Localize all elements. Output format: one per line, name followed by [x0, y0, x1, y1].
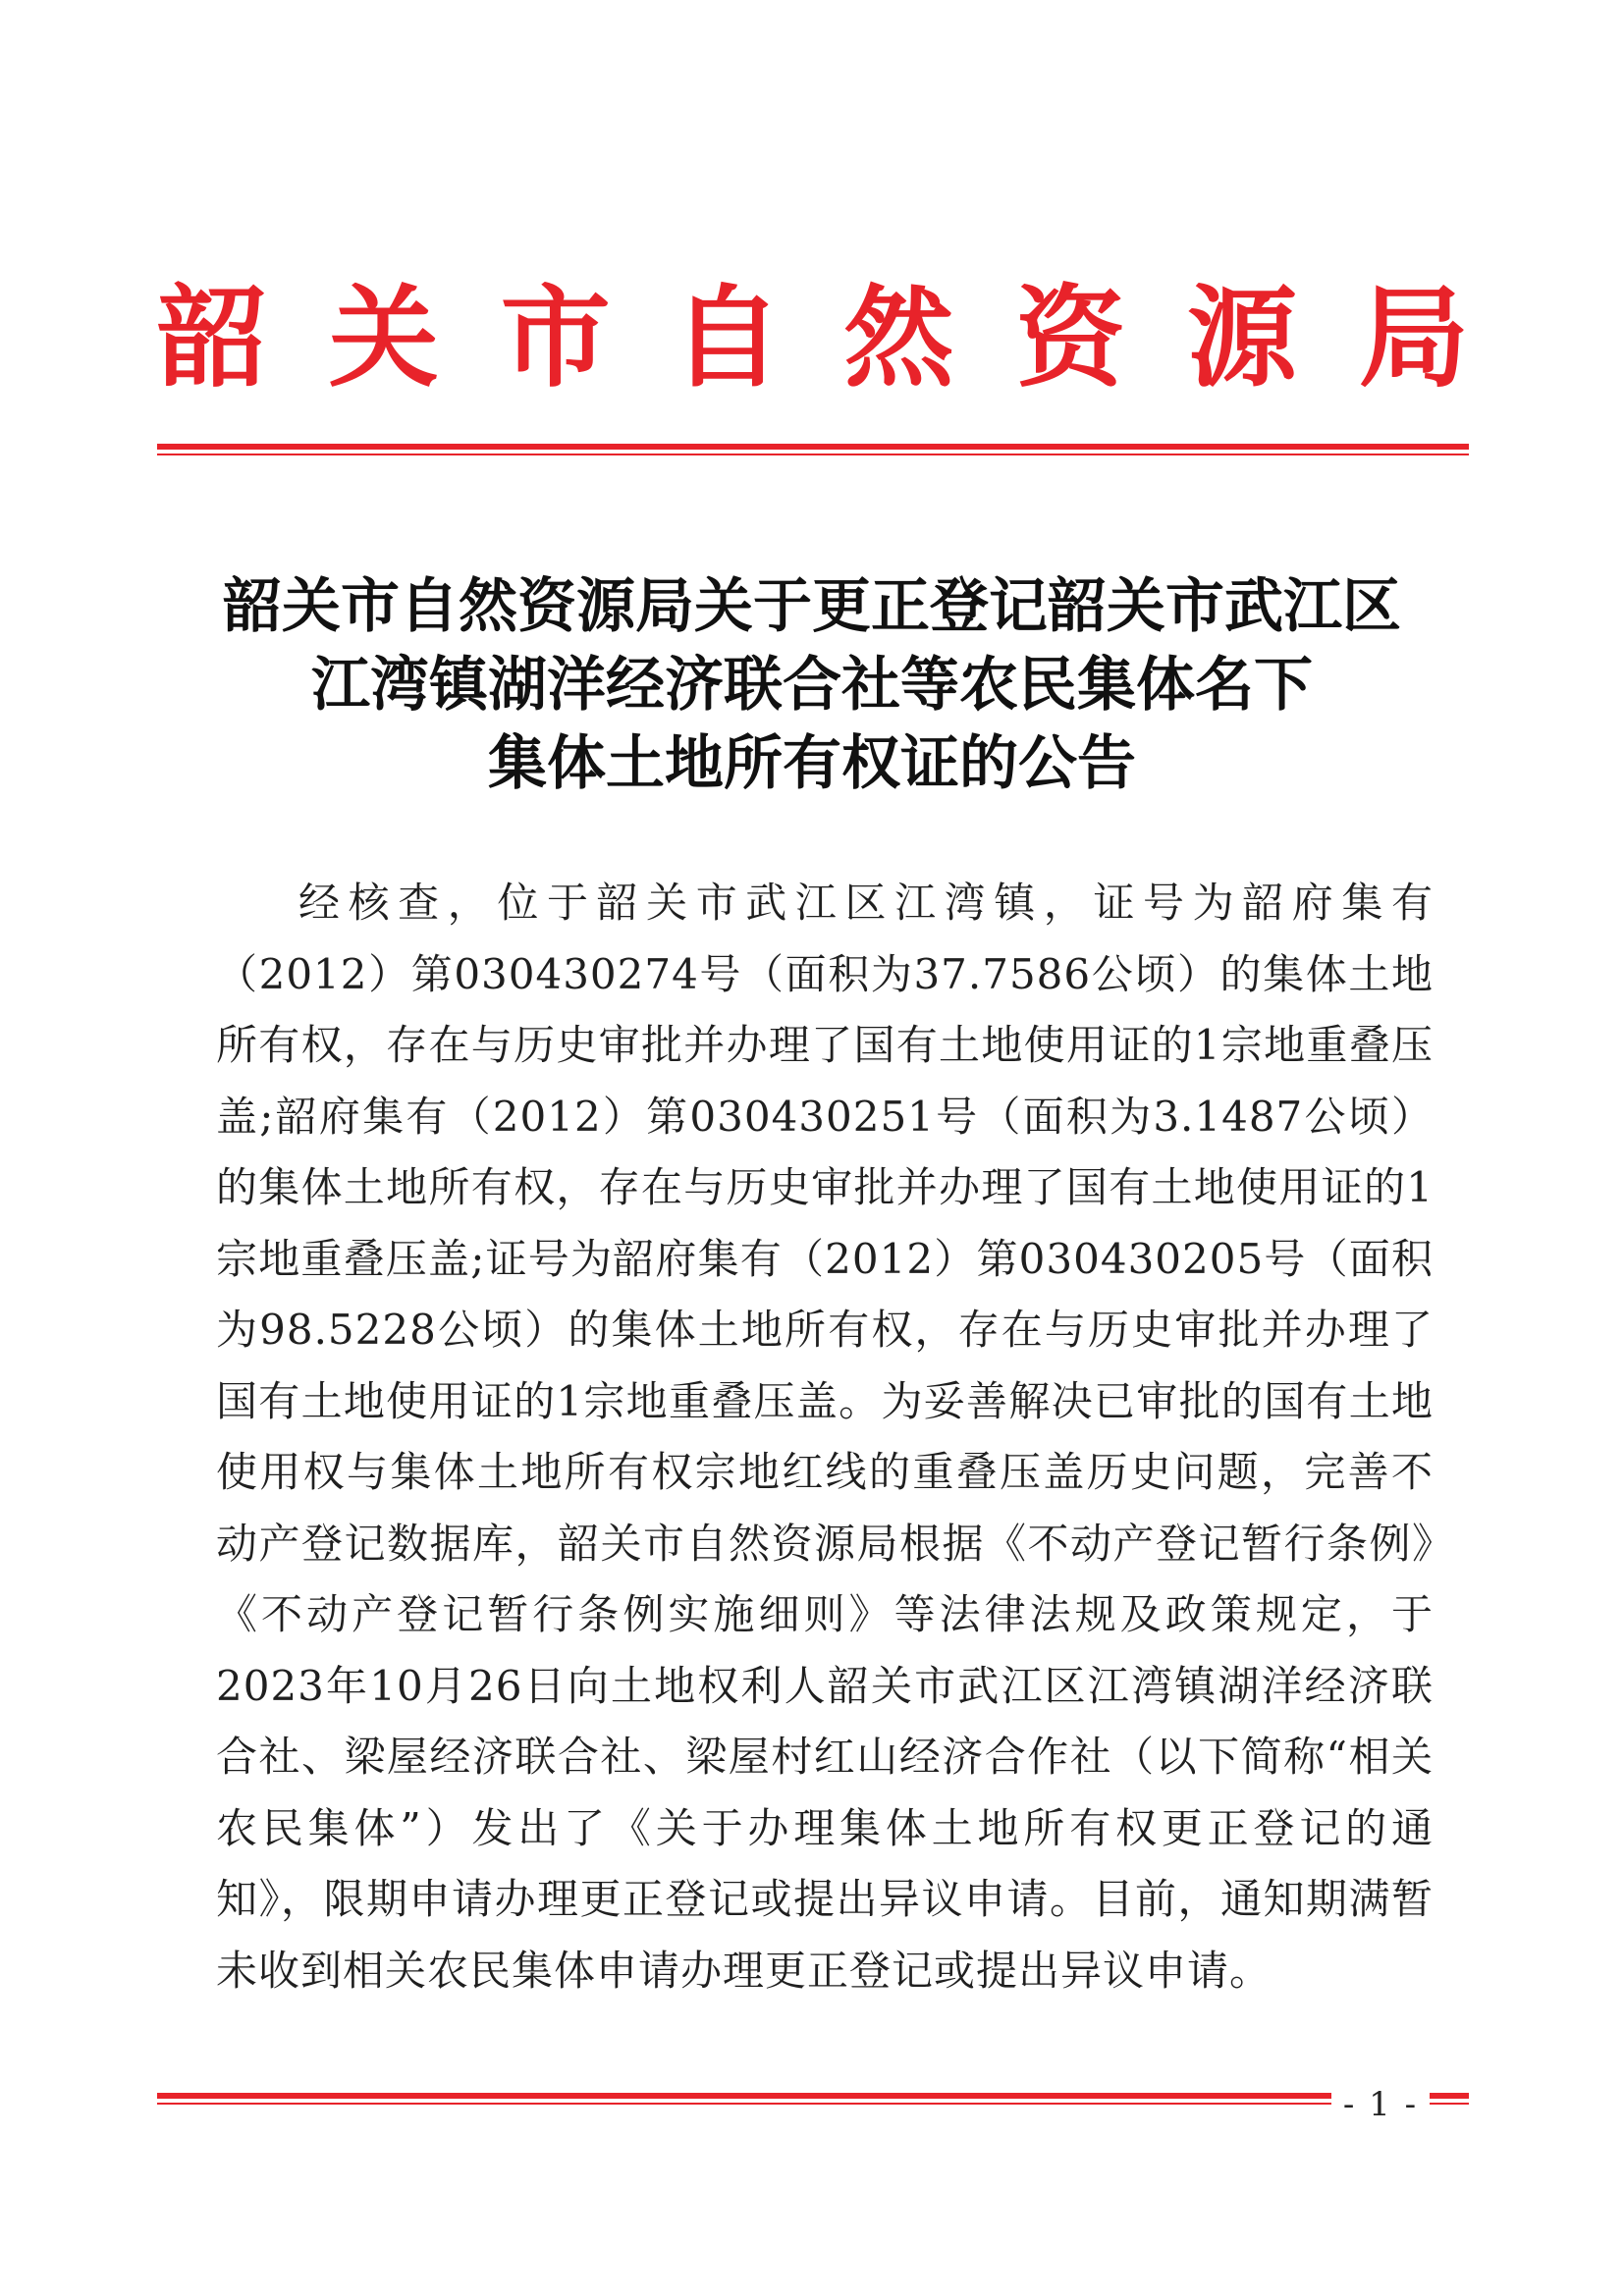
letterhead-char: 局 [1358, 274, 1469, 402]
page-number: - 1 - [1331, 2085, 1430, 2124]
letterhead-char: 韶 [157, 274, 267, 402]
letterhead-char: 自 [672, 274, 783, 402]
title-line-2: 江湾镇湖洋经济联合社等农民集体名下 [311, 651, 1313, 720]
footer-divider [157, 2093, 1469, 2107]
title-line-3: 集体土地所有权证的公告 [488, 729, 1136, 798]
divider-thin-line [157, 454, 1469, 455]
document-title [196, 567, 1428, 803]
letterhead-char: 源 [1187, 274, 1298, 402]
divider-thin-line [157, 2103, 1469, 2105]
body-paragraph: 经核查，位于韶关市武江区江湾镇，证号为韶府集有（2012）第030430274号（面积为37.7586公顷）的集体土地所有权，存在与历史审批并办理了国有土地使用证的1宗地重叠压盖;韶府集有（2012）第030430251号（面积为3.1487公顷）的集体土地所有权，存在与历史审批并办理了国有土地使用证的1宗地重叠压盖;证号为韶府集有（2012）第030430205号（面积为98.5228公顷）的集体土地所有权，存在与历史审批并办理了国有土地使用证的1宗地重叠压盖。为妥善解决已审批的国有土地使用权与集体土地所有权宗地红线的重叠压盖历史问题，完善不动产登记数据库，韶关市自然资源局根据《不动产登记暂行条例》《不动产登记暂行条例实施细则》等法律法规及政策规定，于2023年10月26日向土地权利人韶关市武江区江湾镇湖洋经济联合社、梁屋经济联合社、梁屋村红山经济合作社（以下简称“相关农民集体”）发出了《关于办理集体土地所有权更正登记的通知》，限期申请办理更正登记或提出异议申请。目前，通知期满暂未收到相关农民集体申请办理更正登记或提出异议申请。 [216, 879, 1434, 1995]
divider-thick-line [157, 2093, 1469, 2099]
letterhead-divider [157, 444, 1469, 457]
divider-thick-line [157, 444, 1469, 450]
letterhead-char: 关 [328, 274, 439, 402]
title-line-1: 韶关市自然资源局关于更正登记韶关市武江区 [223, 572, 1401, 641]
letterhead-char: 市 [500, 274, 611, 402]
letterhead-title [157, 265, 1469, 412]
letterhead-char: 资 [1015, 274, 1126, 402]
letterhead-char: 然 [843, 274, 954, 402]
